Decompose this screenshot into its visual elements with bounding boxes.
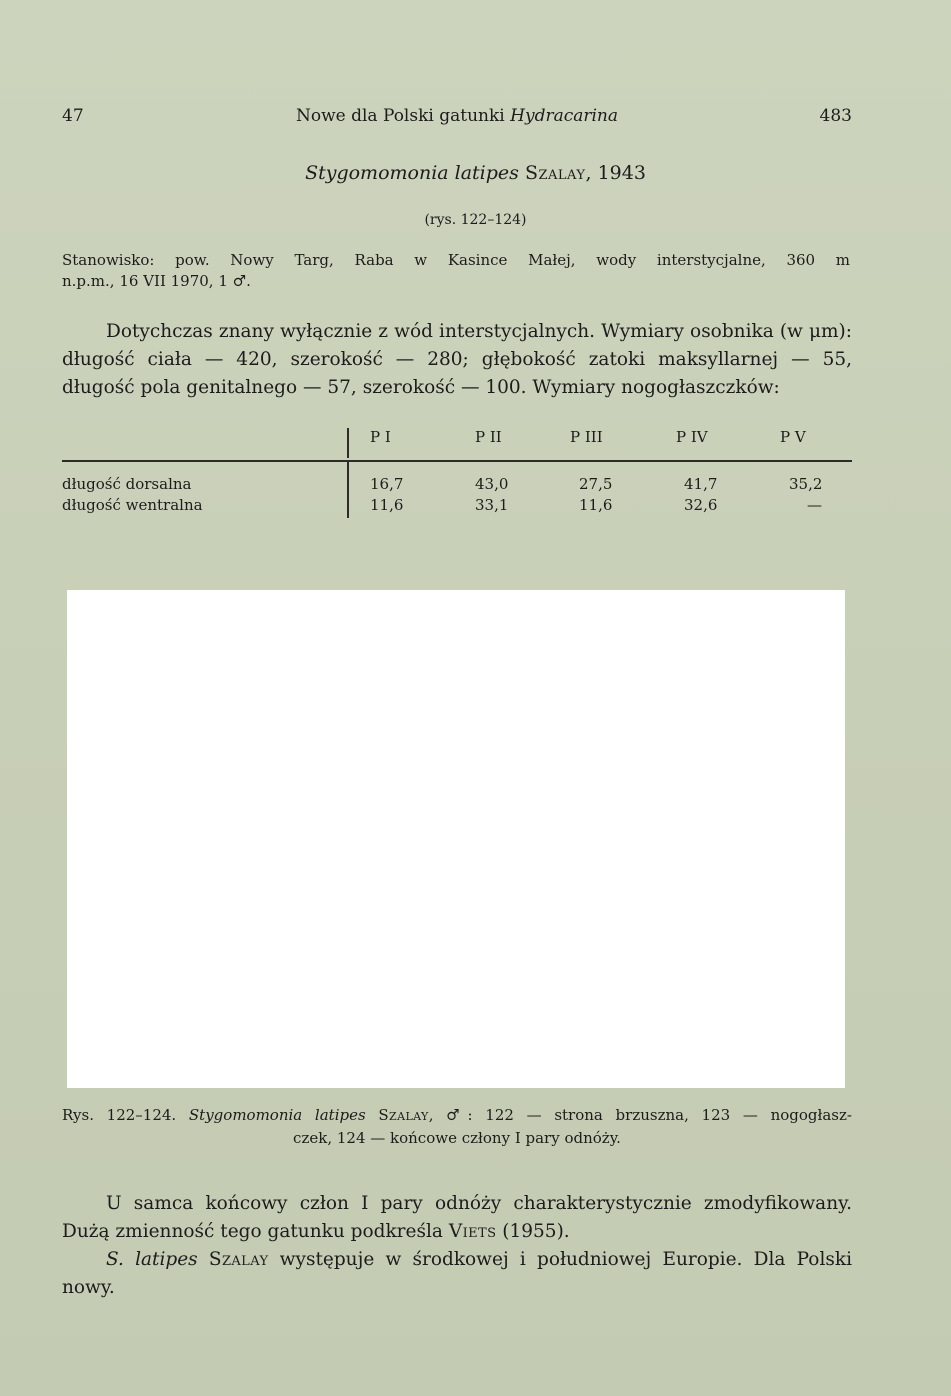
final-sentence-3-suffix: występuje w środkowej i południowej Europie. Dla Polski nowy. — [62, 1249, 852, 1298]
figure-caption — [62, 1104, 852, 1150]
page-number-right: 483 — [819, 106, 852, 126]
cell-dorsal-p1: 16,7 — [370, 475, 404, 493]
cell-ventral-p1: 11,6 — [370, 496, 404, 514]
column-header-p5: P V — [780, 428, 806, 446]
locality-line-2: n.p.m., 16 VII 1970, 1 ♂. — [62, 272, 251, 290]
final-sentence-1: U samca końcowy człon I pary odnóży charakterystycznie zmodyfikowany. — [106, 1193, 852, 1214]
species-heading — [0, 162, 951, 184]
caption-species: Stygomomonia latipes — [188, 1106, 366, 1124]
table-top-rule — [62, 460, 852, 462]
cell-ventral-p3: 11,6 — [579, 496, 613, 514]
cell-ventral-p4: 32,6 — [684, 496, 718, 514]
caption-author: Szalay — [378, 1106, 429, 1124]
species-author: Szalay — [524, 162, 586, 184]
column-header-p3: P III — [570, 428, 603, 446]
row-label-ventral: długość wentralna — [62, 496, 203, 514]
caption-label: Rys. 122–124. — [62, 1106, 177, 1124]
locality-line-1: Stanowisko: pow. Nowy Targ, Raba w Kasince Małej, wody interstycjalne, 360 m — [62, 251, 850, 269]
cell-ventral-p2: 33,1 — [475, 496, 509, 514]
running-title — [62, 106, 852, 126]
final-sentence-2-author: Viets — [448, 1221, 497, 1242]
final-sentence-2-suffix: (1955). — [502, 1221, 570, 1242]
locality-text — [62, 250, 850, 292]
description-paragraph — [62, 318, 852, 402]
figure-placeholder — [67, 590, 845, 1088]
species-year: , 1943 — [585, 162, 646, 184]
cell-dorsal-p5: 35,2 — [789, 475, 823, 493]
page-number-left: 47 — [62, 106, 84, 126]
running-title-text: Nowe dla Polski gatunki — [295, 106, 505, 126]
description-text: Dotychczas znany wyłącznie z wód interstycjalnych. Wymiary osobnika (w μm): długość ciała — 420, szerokość — 280; głębokość zatoki maksyllarnej — 55, długość pola genitalnego — 57, szerokość — 100. Wymiary nogogłaszczków: — [62, 321, 852, 398]
final-sentence-3-author: Szalay — [208, 1249, 269, 1270]
cell-dorsal-p3: 27,5 — [579, 475, 613, 493]
measurement-table — [62, 420, 852, 530]
species-name: Stygomomonia latipes — [305, 162, 519, 184]
running-head — [62, 106, 852, 130]
caption-text-1: , ♂: 122 — strona brzuszna, 123 — nogogłasz- — [428, 1106, 852, 1124]
column-header-p2: P II — [475, 428, 502, 446]
caption-line-2: czek, 124 — końcowe człony I pary odnóży. — [293, 1129, 621, 1147]
caption-line-1 — [62, 1104, 852, 1127]
running-title-taxon: Hydracarina — [510, 106, 619, 126]
final-sentence-2-prefix: Dużą zmienność tego gatunku podkreśla — [62, 1221, 443, 1242]
column-header-p4: P IV — [676, 428, 708, 446]
table-body-vertical-rule — [347, 462, 349, 518]
cell-dorsal-p4: 41,7 — [684, 475, 718, 493]
row-label-dorsal: długość dorsalna — [62, 475, 192, 493]
cell-dorsal-p2: 43,0 — [475, 475, 509, 493]
cell-ventral-p5: — — [807, 496, 822, 514]
final-paragraph — [62, 1190, 852, 1302]
final-sentence-3-species: S. latipes — [106, 1249, 198, 1270]
column-header-p1: P I — [370, 428, 391, 446]
figure-reference: (rys. 122–124) — [424, 212, 527, 228]
table-header-vertical-rule — [347, 428, 349, 458]
